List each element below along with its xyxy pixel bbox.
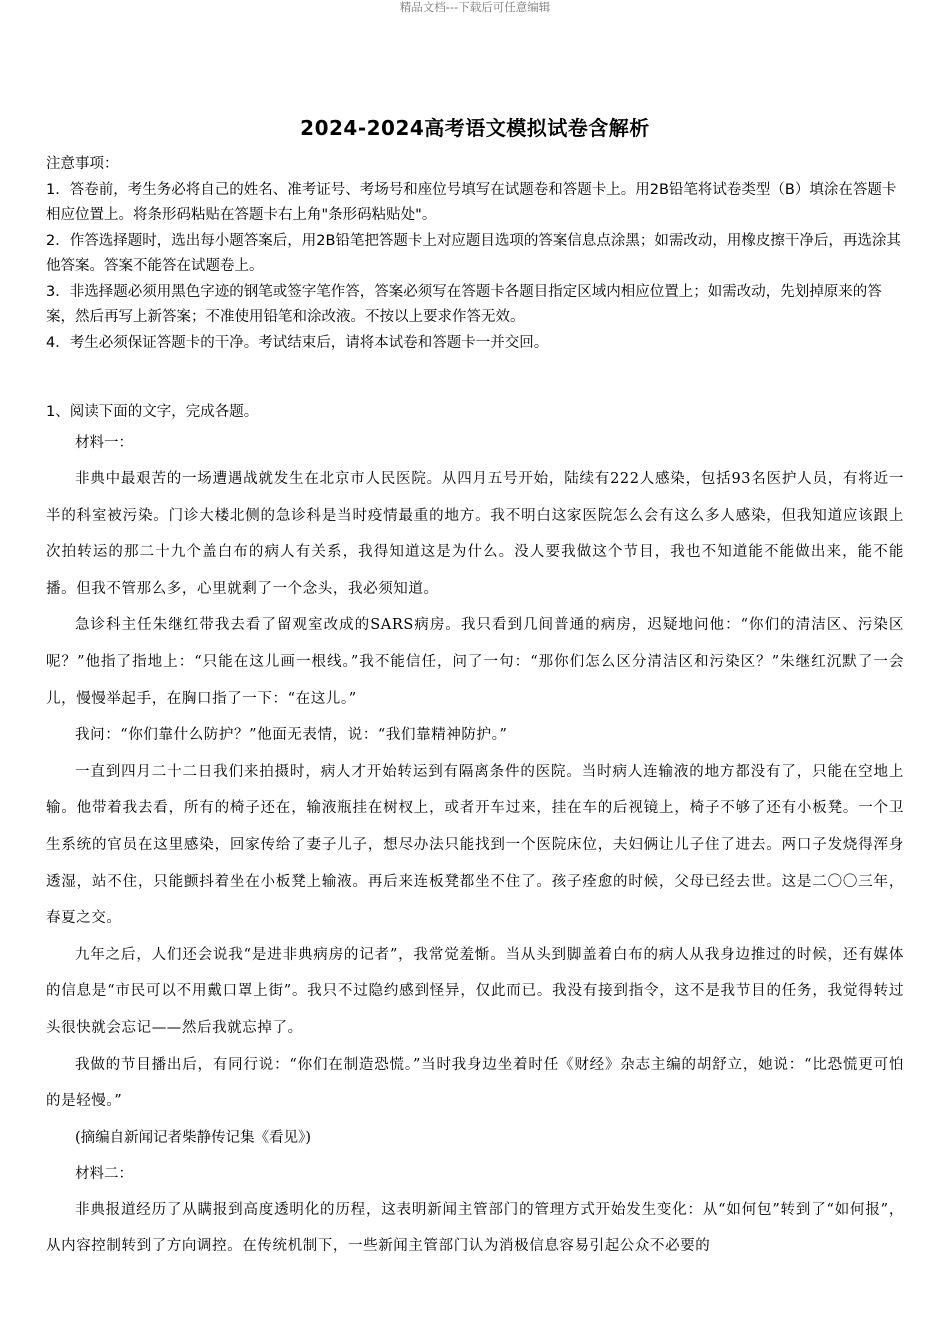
material1-paragraph: 非典中最艰苦的一场遭遇战就发生在北京市人民医院。从四月五号开始，陆续有222人感染，包括93名医护人员，有将近一半的科室被污染。门诊大楼北侧的急诊科是当时疫情最重的地方。我不明白这家医院怎么会有这么多人感染，但我知道应该跟上次拍转运的那二十九个盖白布的病人有关系，我得知道这是为什么。没人要我做这个节目，我也不知道能不能做出来，能不能播。但我不管那么多，心里就剩了一个念头，我必须知道。 [46,471,904,597]
material1-paragraph: 九年之后，人们还会说我“是进非典病房的记者”，我常觉羞惭。当从头到脚盖着白布的病人从我身边推过的时候，还有媒体的信息是“市民可以不用戴口罩上街”。我只不过隐约感到怪异，仅此而已。我没有接到指令，这不是我节目的任务，我觉得转过头很快就会忘记——然后我就忘掉了。 [46,946,904,1036]
notice-item-2: 2．作答选择题时，选出每小题答案后，用2B铅笔把答题卡上对应题目选项的答案信息点涂黑；如需改动，用橡皮擦干净后，再选涂其他答案。答案不能答在试题卷上。 [46,232,901,274]
material1-paragraph: 我问：“你们靠什么防护？”他面无表情，说：“我们靠精神防护。” [75,727,508,744]
notice-item-3: 3．非选择题必须用黑色字迹的钢笔或签字笔作答，答案必须写在答题卡各题目指定区域内相应位置上；如需改动，先划掉原来的答案，然后再写上新答案；不准使用铅笔和涂改液。不按以上要求作答无效。 [46,283,882,325]
material1-paragraph: 一直到四月二十二日我们来拍摄时，病人才开始转运到有隔离条件的医院。当时病人连输液的地方都没有了，只能在空地上输。他带着我去看，所有的椅子还在，输液瓶挂在树杈上，或者开车过来，挂在车的后视镜上，椅子不够了还有小板凳。一个卫生系统的官员在这里感染，回家传给了妻子儿子，想尽办法只能找到一个医院床位，夫妇俩让儿子住了进去。两口子发烧得浑身透湿，站不住，只能颤抖着坐在小板凳上输液。再后来连板凳都坐不住了。孩子痊愈的时候，父母已经去世。这是二〇〇三年，春夏之交。 [46,763,904,927]
material1-paragraph: 我做的节目播出后，有同行说：“你们在制造恐慌。”当时我身边坐着时任《财经》杂志主编的胡舒立，她说：“比恐慌更可怕的是轻慢。” [46,1056,904,1110]
question-heading: 1、阅读下面的文字，完成各题。 [46,404,259,420]
material2-paragraph: 非典报道经历了从瞒报到高度透明化的历程，这表明新闻主管部门的管理方式开始发生变化：从“如何包”转到了“如何报”，从内容控制转到了方向调控。在传统机制下，一些新闻主管部门认为消极信息容易引起公众不必要的 [46,1201,904,1255]
page-title: 2024-2024高考语文模拟试卷含解析 [300,116,650,140]
notice-heading: 注意事项： [46,156,119,172]
material1-paragraph: 急诊科主任朱继红带我去看了留观室改成的SARS病房。我只看到几间普通的病房，迟疑地问他：“你们的清洁区、污染区呢？”他指了指地上：“只能在这儿画一根线。”我不能信任，问了一句：“那你们怎么区分清洁区和污染区？”朱继红沉默了一会儿，慢慢举起手，在胸口指了一下：“在这儿。” [46,617,904,707]
notice-item-4: 4．考生必须保证答题卡的干净。考试结束后，请将本试卷和答题卡一并交回。 [46,334,549,351]
material2-label: 材料二： [75,1165,133,1182]
material1-label: 材料一： [75,435,133,451]
question-section [46,399,904,1265]
page-header: 精品文档---下载后可任意编辑 [399,0,551,14]
material1-source: (摘编自新闻记者柴静传记集《看见》) [75,1129,312,1146]
notice-item-1: 1．答卷前，考生务必将自己的姓名、准考证号、考场号和座位号填写在试题卷和答题卡上。用2B铅笔将试卷类型（B）填涂在答题卡相应位置上。将条形码粘贴在答题卡右上角"条形码粘贴处"。 [46,181,897,223]
notice-section [46,152,904,356]
